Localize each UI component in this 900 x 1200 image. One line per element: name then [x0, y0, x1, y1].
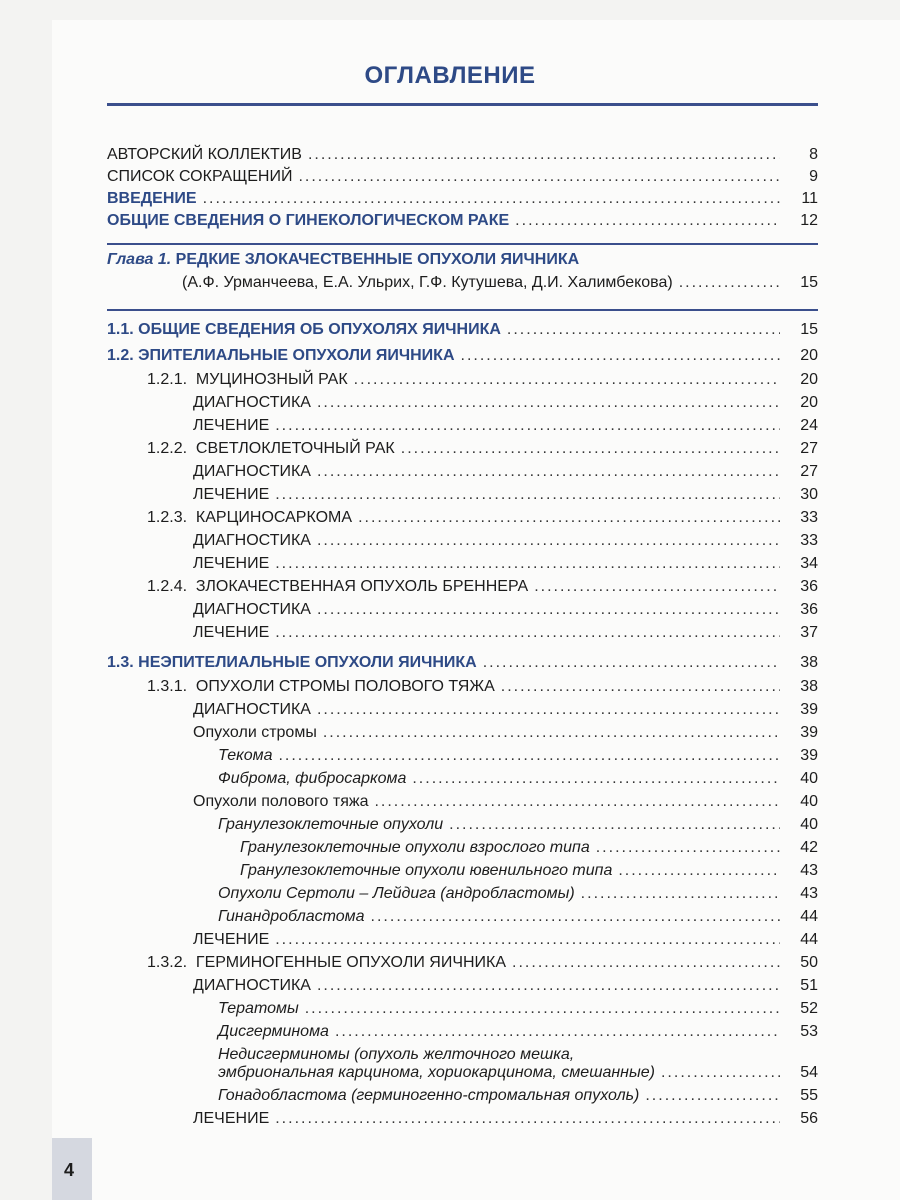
leader-dots — [501, 676, 780, 698]
leader-dots — [661, 1062, 780, 1084]
leader-dots — [317, 699, 780, 721]
entry-page: 40 — [800, 816, 818, 833]
entries-entry — [193, 530, 818, 552]
leader-dots — [401, 438, 780, 460]
entry-title: ДИАГНОСТИКА — [193, 601, 311, 618]
leader-dots — [512, 952, 780, 974]
entry-page: 12 — [800, 212, 818, 229]
entry-page: 42 — [800, 839, 818, 856]
entry-page: 30 — [800, 486, 818, 503]
entry-title: 1.3.1. ОПУХОЛИ СТРОМЫ ПОЛОВОГО ТЯЖА — [147, 678, 495, 695]
entry-page: 33 — [800, 532, 818, 549]
entries-entry — [218, 1085, 818, 1107]
entries-entry — [107, 345, 818, 367]
entry-title: Опухоли стромы — [193, 724, 317, 741]
entries-entry — [147, 369, 818, 391]
entries-entry — [107, 319, 818, 341]
front-entry — [107, 210, 818, 232]
entry-page: 56 — [800, 1110, 818, 1127]
entry-title: Текома — [218, 747, 273, 764]
entry-page: 36 — [800, 601, 818, 618]
leader-dots — [581, 883, 780, 905]
leader-dots — [317, 530, 780, 552]
entry-title: Опухоли Сертоли – Лейдига (андробластомы) — [218, 885, 575, 902]
leader-dots — [358, 507, 780, 529]
entries-entry — [193, 484, 818, 506]
entry-page: 43 — [800, 885, 818, 902]
leader-dots — [203, 188, 780, 210]
leader-dots — [374, 791, 780, 813]
leader-dots — [298, 166, 780, 188]
leader-dots — [645, 1085, 780, 1107]
entry-title: ДИАГНОСТИКА — [193, 977, 311, 994]
entry-title: ЛЕЧЕНИЕ — [193, 555, 270, 572]
leader-dots — [534, 576, 780, 598]
entry-title: Гонадобластома (герминогенно-стромальная опухоль) — [218, 1087, 640, 1104]
title-rule — [107, 103, 818, 106]
entries-entry — [218, 768, 818, 790]
entry-page: 53 — [800, 1023, 818, 1040]
entry-title: Гранулезоклеточные опухоли взрослого типа — [240, 839, 590, 856]
entry-title: АВТОРСКИЙ КОЛЛЕКТИВ — [107, 146, 302, 163]
leader-dots — [335, 1021, 780, 1043]
leader-dots — [596, 837, 780, 859]
entries-entry — [193, 599, 818, 621]
entries-entry — [193, 461, 818, 483]
entry-title: ОБЩИЕ СВЕДЕНИЯ О ГИНЕКОЛОГИЧЕСКОМ РАКЕ — [107, 212, 510, 229]
entry-page: 39 — [800, 724, 818, 741]
entry-page: 24 — [800, 417, 818, 434]
entries-entry — [147, 676, 818, 698]
entry-page: 52 — [800, 1000, 818, 1017]
entry-page: 39 — [800, 701, 818, 718]
leader-dots — [354, 369, 780, 391]
leader-dots — [275, 415, 780, 437]
entry-page: 44 — [800, 931, 818, 948]
entry-title: ДИАГНОСТИКА — [193, 532, 311, 549]
entry-page: 11 — [801, 190, 818, 207]
entry-title: Фиброма, фибросаркома — [218, 770, 407, 787]
entry-title: эмбриональная карцинома, хориокарцинома, смешанные) — [218, 1064, 655, 1081]
entry-page: 54 — [800, 1064, 818, 1081]
leader-dots — [317, 392, 780, 414]
entries-entry — [193, 791, 818, 813]
front-entry — [107, 188, 818, 210]
entries-entry — [193, 929, 818, 951]
leader-dots — [317, 975, 780, 997]
entries-entry — [240, 860, 818, 882]
entry-page: 34 — [800, 555, 818, 572]
entries-entry — [193, 975, 818, 997]
entries-entry — [218, 814, 818, 836]
chapter-heading — [107, 249, 579, 271]
page-number: 4 — [64, 1160, 75, 1180]
entry-page: 50 — [800, 954, 818, 971]
entry-title: Гинандробластома — [218, 908, 365, 925]
entry-page: 37 — [800, 624, 818, 641]
leader-dots — [275, 929, 780, 951]
entry-page: 43 — [800, 862, 818, 879]
front-entry — [107, 144, 818, 166]
entry-title: СПИСОК СОКРАЩЕНИЙ — [107, 168, 293, 185]
leader-dots — [412, 768, 780, 790]
entries-entry — [193, 722, 818, 744]
entries-entry — [218, 1062, 818, 1084]
entry-page: 27 — [800, 463, 818, 480]
entry-page: 33 — [800, 509, 818, 526]
leader-dots — [618, 860, 780, 882]
leader-dots — [371, 906, 780, 928]
entry-page: 15 — [800, 321, 818, 338]
entry-title: ЛЕЧЕНИЕ — [193, 417, 270, 434]
leader-dots — [461, 345, 781, 367]
entry-title: 1.3. НЕЭПИТЕЛИАЛЬНЫЕ ОПУХОЛИ ЯИЧНИКА — [107, 654, 477, 671]
entries-entry — [193, 622, 818, 644]
entry-title: Тератомы — [218, 1000, 299, 1017]
chapter-rule — [107, 243, 818, 245]
entry-title: ВВЕДЕНИЕ — [107, 190, 197, 207]
entry-page: 20 — [800, 394, 818, 411]
entry-title: 1.2. ЭПИТЕЛИАЛЬНЫЕ ОПУХОЛИ ЯИЧНИКА — [107, 347, 455, 364]
entries-entry — [107, 652, 818, 674]
entry-title: ЛЕЧЕНИЕ — [193, 931, 270, 948]
entry-title: ЛЕЧЕНИЕ — [193, 624, 270, 641]
leader-dots — [305, 998, 780, 1020]
entries-entry — [218, 906, 818, 928]
entry-title: 1.3.2. ГЕРМИНОГЕННЫЕ ОПУХОЛИ ЯИЧНИКА — [147, 954, 507, 971]
entry-page: 36 — [800, 578, 818, 595]
entries-entry — [218, 998, 818, 1020]
entry-title: 1.2.3. КАРЦИНОСАРКОМА — [147, 509, 353, 526]
entries-entry — [147, 438, 818, 460]
entry-title: ЛЕЧЕНИЕ — [193, 1110, 270, 1127]
entry-page: 44 — [800, 908, 818, 925]
leader-dots — [507, 319, 780, 341]
entries-entry — [147, 507, 818, 529]
entries-entry — [193, 415, 818, 437]
entry-page: 55 — [800, 1087, 818, 1104]
entry-title: 1.1. ОБЩИЕ СВЕДЕНИЯ ОБ ОПУХОЛЯХ ЯИЧНИКА — [107, 321, 501, 338]
leader-dots — [278, 745, 780, 767]
chapter-authors: (А.Ф. Урманчеева, Е.А. Ульрих, Г.Ф. Кутушева, Д.И. Халимбекова) ..... 15 — [182, 272, 818, 294]
entries-entry — [193, 1108, 818, 1130]
entry-title: 1.2.1. МУЦИНОЗНЫЙ РАК — [147, 371, 348, 388]
entries-entry — [193, 699, 818, 721]
leader-dots — [275, 1108, 780, 1130]
leader-dots — [275, 484, 780, 506]
leader-dots — [515, 210, 780, 232]
chapter-label: Глава 1. — [107, 251, 172, 268]
entry-title: 1.2.4. ЗЛОКАЧЕСТВЕННАЯ ОПУХОЛЬ БРЕННЕРА — [147, 578, 529, 595]
entry-title: Дисгерминома — [218, 1023, 329, 1040]
chapter-title: РЕДКИЕ ЗЛОКАЧЕСТВЕННЫЕ ОПУХОЛИ ЯИЧНИКА — [175, 251, 580, 268]
entry-page: 51 — [800, 977, 818, 994]
entry-title: Гранулезоклеточные опухоли — [218, 816, 444, 833]
entry-page: 20 — [800, 347, 818, 364]
entry-page: 20 — [800, 371, 818, 388]
front-entry — [107, 166, 818, 188]
leader-dots — [275, 553, 780, 575]
entry-title: Гранулезоклеточные опухоли ювенильного типа — [240, 862, 613, 879]
entries-entry — [218, 1021, 818, 1043]
leader-dots — [275, 622, 780, 644]
entry-title: Опухоли полового тяжа — [193, 793, 369, 810]
entries-entry — [240, 837, 818, 859]
leader-dots — [323, 722, 780, 744]
entry-page: 8 — [809, 146, 818, 163]
entry-page: 39 — [800, 747, 818, 764]
entry-page: 9 — [809, 168, 818, 185]
entry-page: 27 — [800, 440, 818, 457]
entry-title: 1.2.2. СВЕТЛОКЛЕТОЧНЫЙ РАК — [147, 440, 395, 457]
section-rule — [107, 309, 818, 311]
entry-page: 40 — [800, 793, 818, 810]
entries-entry — [218, 745, 818, 767]
entries-entry — [193, 553, 818, 575]
entry-title: ДИАГНОСТИКА — [193, 394, 311, 411]
leader-dots — [449, 814, 780, 836]
leader-dots — [308, 144, 780, 166]
entries-entry — [147, 952, 818, 974]
entry-page: 38 — [800, 678, 818, 695]
entry-page: 40 — [800, 770, 818, 787]
entry-title: ДИАГНОСТИКА — [193, 463, 311, 480]
entries-entry — [193, 392, 818, 414]
leader-dots — [483, 652, 780, 674]
leader-dots — [317, 599, 780, 621]
entry-title: ДИАГНОСТИКА — [193, 701, 311, 718]
entries-entry — [147, 576, 818, 598]
page-title: ОГЛАВЛЕНИЕ — [364, 62, 536, 89]
entries-entry — [218, 883, 818, 905]
entry-page: 38 — [800, 654, 818, 671]
entry-title: ЛЕЧЕНИЕ — [193, 486, 270, 503]
leader-dots — [317, 461, 780, 483]
page-number-tab — [52, 1138, 92, 1200]
entry-title: Недисгерминомы (опухоль желточного мешка, — [218, 1046, 575, 1063]
